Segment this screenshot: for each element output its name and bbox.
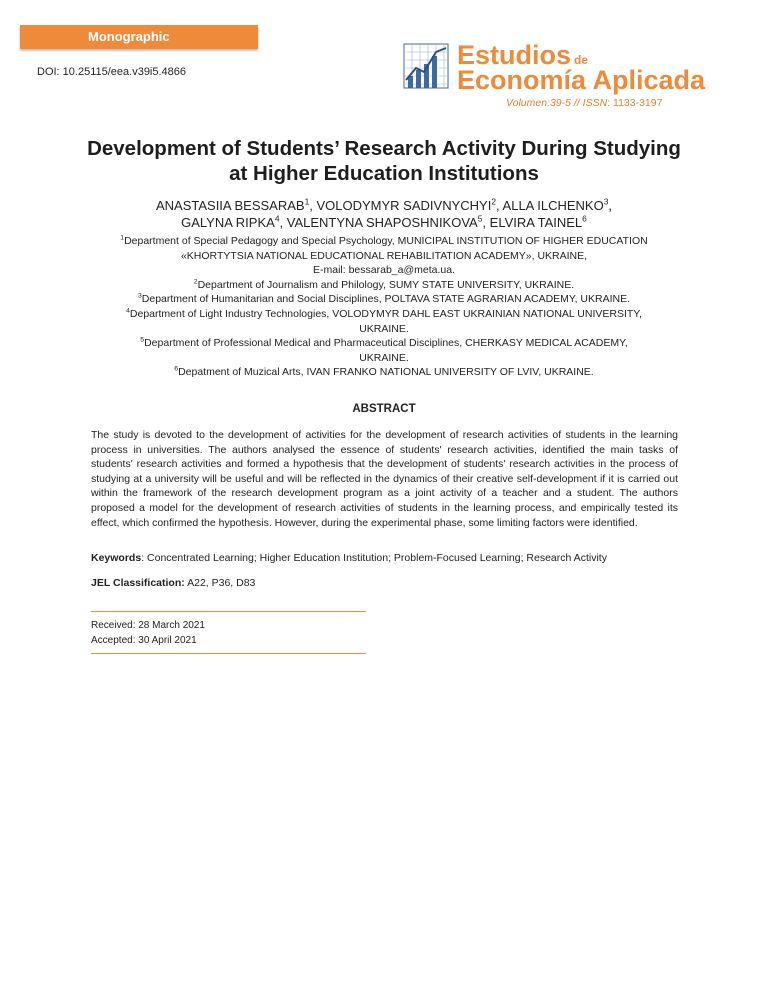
author-name: ALLA ILCHENKO [502, 198, 604, 213]
divider-top [91, 611, 366, 612]
affiliation-1-cont: «KHORTYTSIA NATIONAL EDUCATIONAL REHABILITATION ACADEMY», UKRAINE, [180, 249, 588, 262]
abstract-text: The study is devoted to the development of activities for the development of research activities of students in the learning process in universities. The authors analysed the essence of students' research activities, identified the main tasks of students' research activities and formed a hypothesis that the development of students' research activities in the process of studying at a university will be useful and will be reflected in the dynamics of their creative self-development if it is carried out within the framework of the research development program as a joint activity of a teacher and a student. The authors proposed a model for the development of research activities of students in the learning process, and empirically tested its effect, which confirmed the hypothesis. However, during the experimental phase, some limiting factors were identified. [91, 429, 678, 529]
author-name: ANASTASIIA BESSARAB [155, 198, 305, 213]
author-email[interactable]: E-mail: bessarab_a@meta.ua. [313, 264, 455, 277]
keywords-text: : Concentrated Learning; Higher Education Institution; Problem-Focused Learning; Research Activity [141, 552, 607, 564]
journal-name-line2: Economía Aplicada [457, 65, 706, 95]
author-name: VOLODYMYR SADIVNYCHYI [316, 198, 492, 213]
abstract-heading: ABSTRACT [352, 403, 416, 415]
chart-logo-icon [402, 42, 450, 90]
jel-codes: A22, P36, D83 [184, 577, 256, 589]
affiliation-1: $^1$Department of Special Pedagogy and Special Psychology, MUNICIPAL INSTITUTION OF HIGHER EDUCATION [120, 234, 648, 247]
affiliation-6: $^6$Depatment of Muzical Arts, IVAN FRANKO NATIONAL UNIVERSITY OF LVIV, UKRAINE. [174, 365, 594, 379]
affiliation-4-cont: UKRAINE. [359, 322, 409, 335]
doi[interactable]: DOI: 10.25115/eea.v39i5.4866 [37, 66, 187, 78]
journal-name-line1: Estudios de [457, 40, 589, 70]
author-name: VALENTYNA SHAPOSHNIKOVA [286, 215, 478, 230]
jel-label: JEL Classification: [91, 577, 185, 589]
section-banner [20, 25, 258, 49]
authors-line2: GALYNA RIPKA$^4$, VALENTYNA SHAPOSHNIKOVA$^5$, ELVIRA TAINEL$^6$ [181, 213, 587, 230]
section-banner-label: Monographic [88, 29, 170, 44]
affiliation-2: $^2$Department of Journalism and Philology, SUMY STATE UNIVERSITY, UKRAINE. [193, 278, 575, 291]
article-dates [91, 618, 205, 648]
title-line1: Development of Students’ Research Activity During Studying [87, 137, 681, 160]
keywords-label: Keywords [91, 552, 142, 564]
title-line2: at Higher Education Institutions [229, 162, 539, 185]
author-name: GALYNA RIPKA [181, 215, 275, 230]
jel-classification [91, 577, 255, 589]
authors-line1: ANASTASIIA BESSARAB$^1$, VOLODYMYR SADIVNYCHYI$^2$, ALLA ILCHENKO$^3$, [155, 196, 613, 213]
author-list [60, 197, 708, 231]
divider-bottom [91, 653, 366, 654]
affiliation-5: $^5$Department of Professional Medical and Pharmaceutical Disciplines, CHERKASY MEDICAL ACADEMY, [140, 336, 628, 350]
volume-issn: Volumen:39-5 // ISSN: 1133-3197 [506, 97, 663, 109]
affiliation-3: $^3$Department of Humanitarian and Social Disciplines, POLTAVA STATE AGRARIAN ACADEMY, UKRAINE. [137, 292, 631, 306]
affiliation-5-cont: UKRAINE. [359, 351, 409, 364]
accepted-date: Accepted: 30 April 2021 [91, 635, 197, 646]
received-date: Received: 28 March 2021 [91, 620, 205, 631]
author-name: ELVIRA TAINEL [489, 215, 583, 230]
affiliation-4: $^4$Department of Light Industry Technologies, VOLODYMYR DAHL EAST UKRAINIAN NATIONAL UNIVERSITY, [126, 307, 642, 320]
keywords [91, 552, 607, 564]
paper-title [60, 136, 708, 186]
affiliations [70, 234, 698, 380]
